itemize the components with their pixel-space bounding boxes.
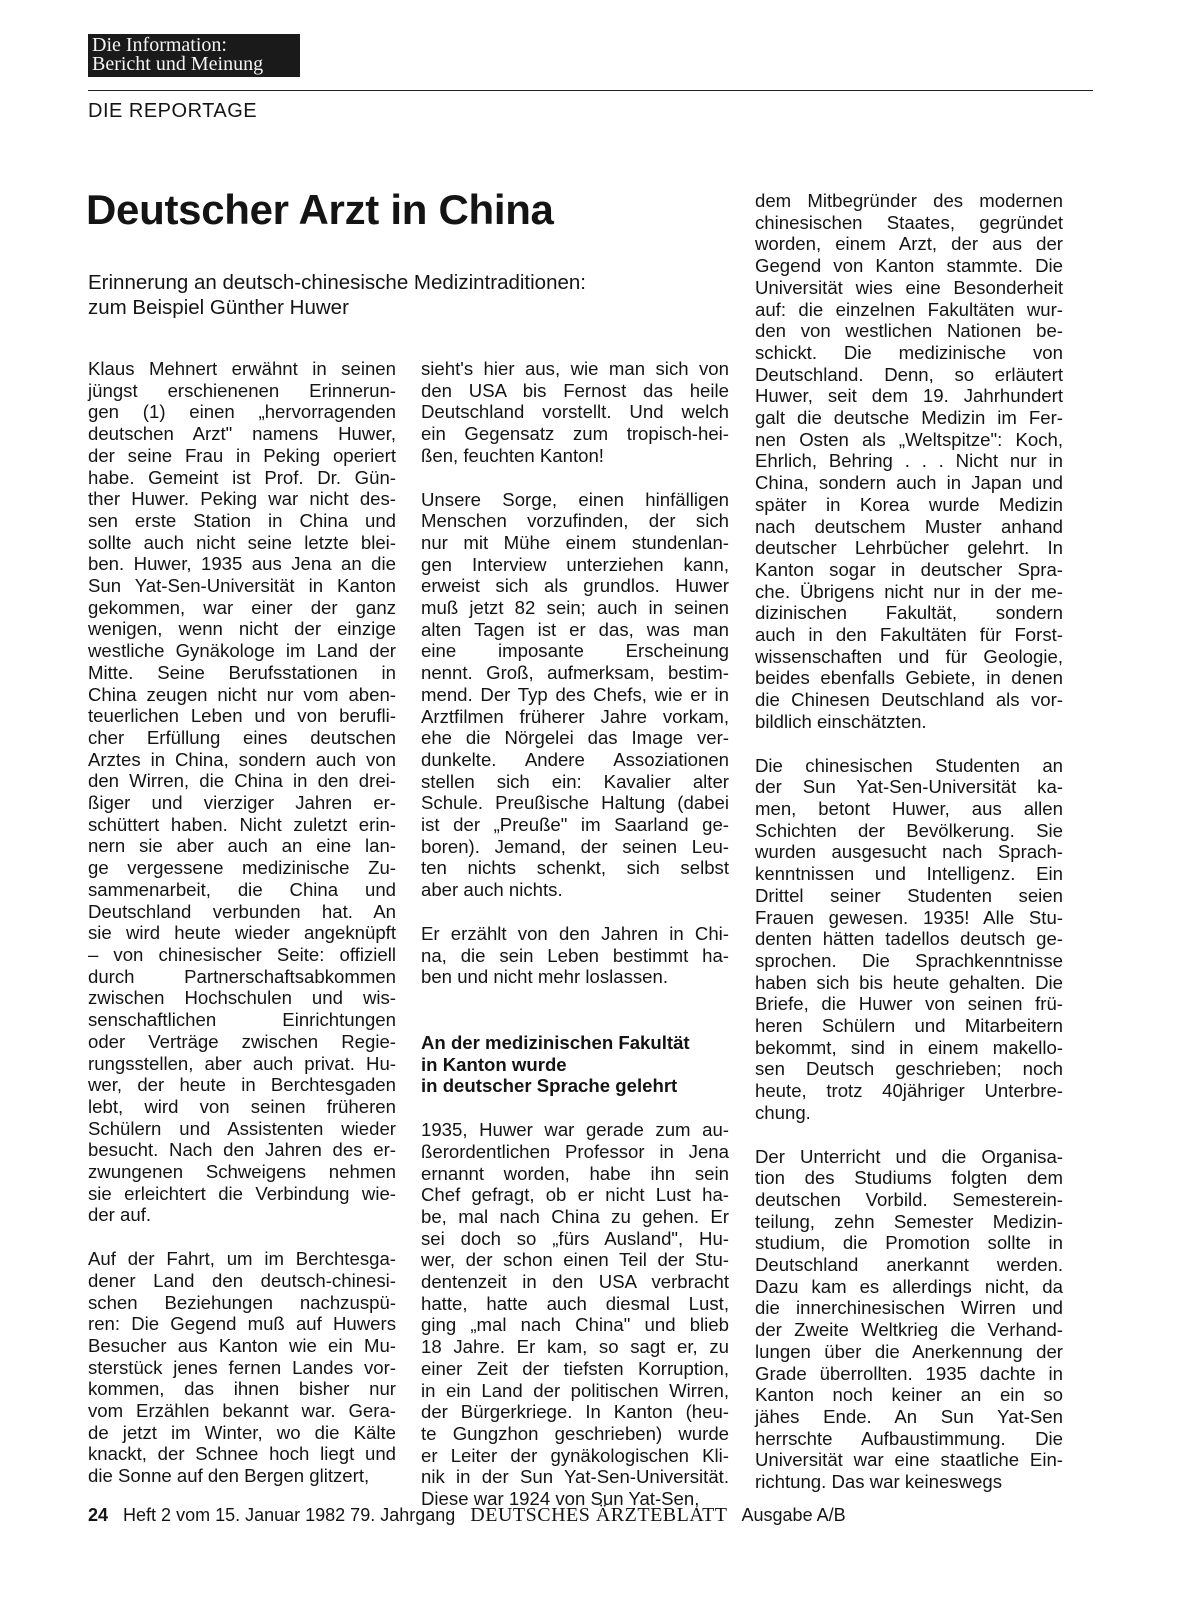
department-label-line1: Die Information:: [92, 34, 227, 56]
text-line: knackt, der Schnee hoch liegt und: [88, 1443, 396, 1465]
text-line: ßiger und vierziger Jahren er-: [88, 792, 396, 814]
text-line: deutscher Lehrbücher gelehrt. In: [755, 537, 1063, 559]
article-subtitle: [88, 270, 738, 320]
text-line: dunkelte. Andere Assoziationen: [421, 748, 729, 770]
paragraph-gap: [421, 1010, 729, 1032]
text-line: Universität war eine staatliche Ein-: [755, 1449, 1063, 1471]
text-line: erweist sich als grundlos. Huwer: [421, 575, 729, 597]
text-line: die innerchinesischen Wirren und: [755, 1297, 1063, 1319]
text-line: hatte, hatte auch diesmal Lust,: [421, 1292, 729, 1314]
text-line: Deutschland verbunden hat. An: [88, 900, 396, 922]
text-line: der seine Frau in Peking operiert: [88, 444, 396, 466]
text-line: wer, der heute in Berchtesgaden: [88, 1074, 396, 1096]
text-line: in ein Land der politischen Wirren,: [421, 1379, 729, 1401]
text-line: die Sonne auf den Bergen glitzert,: [88, 1465, 370, 1487]
text-line: nik in der Sun Yat-Sen-Universität.: [421, 1466, 729, 1488]
text-line: China zeugen nicht nur vom aben-: [88, 683, 396, 705]
text-line: aber auch nichts.: [421, 879, 563, 901]
text-line: Kanton sogar in deutscher Spra-: [755, 558, 1063, 580]
text-line: de jetzt im Winter, wo die Kälte: [88, 1421, 396, 1443]
issue-info: Heft 2 vom 15. Januar 1982 79. Jahrgang: [123, 1505, 456, 1525]
text-line: Die chinesischen Studenten an: [755, 754, 1063, 776]
text-line: denten hätten tadellos deutsch ge-: [755, 928, 1063, 950]
text-line: später in Korea wurde Medizin: [755, 493, 1063, 515]
text-line: Diese war 1924 von Sun Yat-Sen,: [421, 1488, 700, 1510]
text-line: sprochen. Die Sprachkenntnisse: [755, 949, 1063, 971]
text-line: heute, trotz 40jähriger Unterbre-: [755, 1080, 1063, 1102]
text-line: sammenarbeit, die China und: [88, 878, 396, 900]
text-line: te Gungzhon geschrieben) wurde: [421, 1422, 729, 1444]
text-line: den von westlichen Nationen be-: [755, 320, 1063, 342]
text-line: Drittel seiner Studenten seien: [755, 884, 1063, 906]
text-line: gen (1) einen „hervorragenden: [88, 401, 396, 423]
department-label-line2: Bericht und Meinung: [92, 53, 264, 75]
text-line: wer, der schon einen Teil der Stu-: [421, 1249, 729, 1271]
text-line: schüttert haben. Nicht zuletzt erin-: [88, 813, 396, 835]
text-line: ßerordentlichen Professor in Jena: [421, 1140, 729, 1162]
text-line: bekommt, sind in einem makello-: [755, 1036, 1063, 1058]
text-line: den USA bis Fernost das heile: [421, 379, 729, 401]
text-line: stellen sich ein: Kavalier alter: [421, 770, 729, 792]
text-line: herrschte Aufbaustimmung. Die: [755, 1427, 1063, 1449]
text-line: Besucher aus Kanton wie ein Mu-: [88, 1334, 396, 1356]
text-line: che. Übrigens nicht nur in der me-: [755, 580, 1063, 602]
text-line: sen erste Station in China und: [88, 509, 396, 531]
text-line: men, betont Huwer, aus allen: [755, 797, 1063, 819]
text-line: ßen, feuchten Kanton!: [421, 444, 604, 466]
text-line: alten Tagen ist er das, was man: [421, 618, 729, 640]
text-line: teilung, zehn Semester Medizin-: [755, 1210, 1063, 1232]
text-line: dizinischen Fakultät, sondern: [755, 602, 1063, 624]
subtitle-line-1: Erinnerung an deutsch-chinesische Medizintraditionen:: [88, 271, 586, 294]
text-line: sterstück jenes fernen Landes vor-: [88, 1356, 396, 1378]
text-line: Menschen vorzufinden, der sich: [421, 510, 729, 532]
text-line: wurden ausgesucht nach Sprach-: [755, 841, 1063, 863]
text-line: Deutschland vorstellt. Und welch: [421, 401, 729, 423]
text-column-1: [88, 358, 396, 1487]
text-line: wenigen, wenn nicht der einzige: [88, 618, 396, 640]
text-line: galt die deutsche Medizin im Fer-: [755, 407, 1063, 429]
text-line: – von chinesischer Seite: offiziell: [88, 943, 396, 965]
text-line: chung.: [755, 1101, 811, 1123]
subheading-line: An der medizinischen Fakultät: [421, 1031, 690, 1053]
text-line: nennt. Groß, aufmerksam, bestim-: [421, 662, 729, 684]
text-line: zwungenen Schweigens nehmen: [88, 1161, 396, 1183]
subtitle-line-2: zum Beispiel Günther Huwer: [88, 296, 349, 319]
text-line: vom Erzählen bekannt war. Gera-: [88, 1400, 396, 1422]
paragraph-gap: [755, 1124, 1063, 1146]
text-line: Schülern und Assistenten wieder: [88, 1117, 396, 1139]
text-line: den Wirren, die China in den drei-: [88, 770, 396, 792]
text-line: gen Interview unterziehen kann,: [421, 553, 729, 575]
text-line: Sun Yat-Sen-Universität in Kanton: [88, 575, 396, 597]
text-line: Auf der Fahrt, um im Berchtesga-: [88, 1248, 396, 1270]
paragraph-gap: [421, 988, 729, 1010]
text-line: Er erzählt von den Jahren in Chi-: [421, 922, 729, 944]
text-line: schen Beziehungen nachzuspü-: [88, 1291, 396, 1313]
text-line: nen Osten als „Weltspitze": Koch,: [755, 428, 1063, 450]
text-line: sen Deutsch geschrieben; noch: [755, 1058, 1063, 1080]
text-line: Der Unterricht und die Organisa-: [755, 1145, 1063, 1167]
paragraph-gap: [755, 733, 1063, 755]
text-line: die Chinesen Deutschland als vor-: [755, 689, 1063, 711]
text-line: der auf.: [88, 1204, 152, 1226]
text-line: tion des Studiums folgten dem: [755, 1167, 1063, 1189]
text-line: heren Schülern und Mitarbeitern: [755, 1015, 1063, 1037]
text-line: ge vergessene medizinische Zu-: [88, 857, 396, 879]
text-line: Schule. Preußische Haltung (dabei: [421, 792, 729, 814]
text-line: jüngst erschienenen Erinnerun-: [88, 379, 396, 401]
page-footer: [88, 1504, 846, 1527]
text-line: durch Partnerschaftsabkommen: [88, 965, 396, 987]
text-line: Deutschland. Denn, so erläutert: [755, 363, 1063, 385]
text-line: kenntnissen und Intelligenz. Ein: [755, 863, 1063, 885]
text-line: Arztes in China, sondern auch von: [88, 748, 396, 770]
text-line: Unsere Sorge, einen hinfälligen: [421, 488, 729, 510]
text-line: zwischen Hochschulen und wis-: [88, 987, 396, 1009]
text-line: ther Huwer. Peking war nicht des-: [88, 488, 396, 510]
text-line: richtung. Das war keineswegs: [755, 1471, 1002, 1493]
text-line: na, die sein Leben bestimmt ha-: [421, 944, 729, 966]
text-line: deutschen Vorbild. Semesterein-: [755, 1188, 1063, 1210]
text-line: rungsstellen, aber auch privat. Hu-: [88, 1052, 396, 1074]
text-line: Chef gefragt, ob er nicht Lust ha-: [421, 1184, 729, 1206]
text-line: sieht's hier aus, wie man sich von: [421, 358, 729, 379]
text-line: deutschen Arzt" namens Huwer,: [88, 423, 396, 445]
text-line: schickt. Die medizinische von: [755, 341, 1063, 363]
text-line: Kanton noch keiner an ein so: [755, 1384, 1063, 1406]
text-line: ging „mal nach China" und blieb: [421, 1314, 729, 1336]
text-line: gekommen, war einer der ganz: [88, 596, 396, 618]
text-line: Klaus Mehnert erwähnt in seinen: [88, 358, 396, 379]
page-number: 24: [88, 1505, 109, 1525]
text-line: Dazu kam es allerdings nicht, da: [755, 1275, 1063, 1297]
text-line: Arztfilmen früherer Jahre vorkam,: [421, 705, 729, 727]
text-column-3: [755, 190, 1063, 1493]
text-line: lungen über die Anerkennung der: [755, 1340, 1063, 1362]
text-line: dener Land den deutsch-chinesi-: [88, 1269, 396, 1291]
text-line: be, mal nach China zu gehen. Er: [421, 1205, 729, 1227]
text-line: beides ebenfalls Gebiete, in denen: [755, 667, 1063, 689]
text-line: ehe die Nörgelei das Image ver-: [421, 727, 729, 749]
text-line: nur mit Mühe einem stundenlan-: [421, 531, 729, 553]
text-line: nern sie aber auch an eine lan-: [88, 835, 396, 857]
paragraph-gap: [421, 467, 729, 489]
text-line: Mitte. Seine Berufsstationen in: [88, 661, 396, 683]
text-line: bildlich einschätzten.: [755, 710, 927, 732]
text-line: boren). Jemand, der seinen Leu-: [421, 835, 729, 857]
text-line: Gegend von Kanton stammte. Die: [755, 255, 1063, 277]
text-line: studium, die Promotion sollte in: [755, 1232, 1063, 1254]
text-line: Schichten der Bevölkerung. Sie: [755, 819, 1063, 841]
text-line: Deutschland anerkannt werden.: [755, 1254, 1063, 1276]
text-line: Briefe, die Huwer von seinen frü-: [755, 993, 1063, 1015]
text-line: sollte auch nicht seine letzte blei-: [88, 531, 396, 553]
text-line: ein Gegensatz zum tropisch-hei-: [421, 423, 729, 445]
text-line: habe. Gemeint ist Prof. Dr. Gün-: [88, 466, 396, 488]
text-line: einer Zeit der tiefsten Korruption,: [421, 1357, 729, 1379]
text-line: auch in den Fakultäten für Forst-: [755, 624, 1063, 646]
text-line: westliche Gynäkologe im Land der: [88, 640, 396, 662]
text-line: eine imposante Erscheinung: [421, 640, 729, 662]
paragraph-gap: [88, 1226, 396, 1248]
text-line: Universität wies eine Besonderheit: [755, 276, 1063, 298]
paragraph-gap: [421, 1097, 729, 1119]
text-line: ren: Die Gegend muß auf Huwers: [88, 1313, 396, 1335]
text-line: Huwer, seit dem 19. Jahrhundert: [755, 385, 1063, 407]
text-line: der Sun Yat-Sen-Universität ka-: [755, 776, 1063, 798]
text-line: Frauen gewesen. 1935! Alle Stu-: [755, 906, 1063, 928]
paragraph-gap: [421, 901, 729, 923]
text-line: ernannt worden, habe ihn sein: [421, 1162, 729, 1184]
journal-name: DEUTSCHES ÄRZTEBLATT: [470, 1504, 728, 1526]
text-line: senschaftlichen Einrichtungen: [88, 1009, 396, 1031]
text-line: dem Mitbegründer des modernen: [755, 190, 1063, 211]
text-line: 18 Jahre. Er kam, so sagt er, zu: [421, 1336, 729, 1358]
text-line: sei doch so „fürs Ausland", Hu-: [421, 1227, 729, 1249]
text-line: besucht. Nach den Jahren des er-: [88, 1139, 396, 1161]
subheading-line: in Kanton wurde: [421, 1053, 567, 1075]
text-line: er Leiter der gynäkologischen Kli-: [421, 1444, 729, 1466]
text-line: jähes Ende. An Sun Yat-Sen: [755, 1405, 1063, 1427]
text-line: ben. Huwer, 1935 aus Jena an die: [88, 553, 396, 575]
text-line: Grade überrollten. 1935 dachte in: [755, 1362, 1063, 1384]
department-label-box: [88, 34, 300, 77]
text-line: wissenschaften und für Geologie,: [755, 645, 1063, 667]
text-line: ben und nicht mehr loslassen.: [421, 966, 669, 988]
text-column-2: [421, 358, 729, 1510]
text-line: nach deutschem Muster anhand: [755, 515, 1063, 537]
text-line: sie wird heute wieder angeknüpft: [88, 922, 396, 944]
subheading-line: in deutscher Sprache gelehrt: [421, 1075, 678, 1097]
text-line: oder Verträge zwischen Regie-: [88, 1030, 396, 1052]
text-line: auf: die einzelnen Fakultäten wur-: [755, 298, 1063, 320]
text-line: der Bürgerkriege. In Kanton (heu-: [421, 1401, 729, 1423]
text-line: haben sich bis heute gehalten. Die: [755, 971, 1063, 993]
text-line: ist der „Preuße" im Saarland ge-: [421, 814, 729, 836]
text-line: Ehrlich, Behring . . . Nicht nur in: [755, 450, 1063, 472]
text-line: sie erleichtert die Verbindung wie-: [88, 1182, 396, 1204]
text-line: der Zweite Weltkrieg die Verhand-: [755, 1319, 1063, 1341]
section-label: DIE REPORTAGE: [88, 100, 258, 122]
header-rule: [88, 90, 1093, 91]
text-line: ten nichts schenkt, sich selbst: [421, 857, 729, 879]
text-line: lebt, wird von seinen früheren: [88, 1095, 396, 1117]
text-line: dentenzeit in den USA verbracht: [421, 1271, 729, 1293]
text-line: China, sondern auch in Japan und: [755, 472, 1063, 494]
text-line: chinesischen Staates, gegründet: [755, 211, 1063, 233]
text-line: teuerlichen Leben und von berufli-: [88, 705, 396, 727]
text-line: 1935, Huwer war gerade zum au-: [421, 1119, 729, 1141]
text-line: cher Erfüllung eines deutschen: [88, 726, 396, 748]
edition-label: Ausgabe A/B: [741, 1505, 846, 1525]
text-line: muß jetzt 82 sein; auch in seinen: [421, 597, 729, 619]
text-line: mend. Der Typ des Chefs, wie er in: [421, 683, 729, 705]
article-title: Deutscher Arzt in China: [86, 186, 554, 233]
text-line: kommen, das ihnen bisher nur: [88, 1378, 396, 1400]
text-line: worden, einem Arzt, der aus der: [755, 233, 1063, 255]
